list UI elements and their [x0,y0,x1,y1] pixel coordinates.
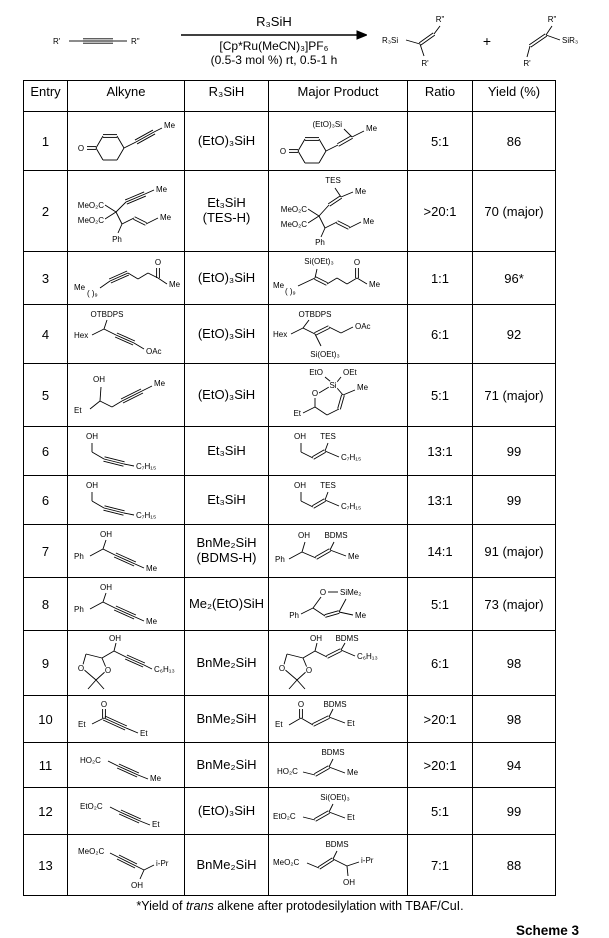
silane-cell: Et₃SiH (TES-H) [185,171,269,252]
product-cell [269,743,408,788]
svg-text:C₆H₁₃: C₆H₁₃ [154,665,175,674]
yield-cell: 91 (major) [473,525,556,578]
silane-cell: Et₃SiH [185,476,269,525]
svg-text:Me: Me [348,552,360,561]
yield-cell: 98 [473,696,556,743]
svg-text:BDMS: BDMS [321,748,345,757]
ratio-cell: 5:1 [408,364,473,427]
silane-cell: (EtO)₃SiH [185,788,269,835]
svg-text:OH: OH [343,878,355,887]
product-a-structure [380,12,472,70]
svg-text:OH: OH [294,432,306,441]
ratio-cell: 5:1 [408,578,473,631]
table-header-row [24,81,556,112]
alkyne-structure [70,178,182,244]
silane-cell: (EtO)₃SiH [185,252,269,305]
svg-text:O: O [279,147,287,156]
svg-text:TES: TES [320,481,336,490]
product-structure [271,479,405,521]
yield-cell: 73 (major) [473,578,556,631]
ratio-cell: 6:1 [408,631,473,696]
svg-text:Me: Me [369,280,381,289]
ratio-cell: >20:1 [408,743,473,788]
svg-text:C₆H₁₃: C₆H₁₃ [357,652,378,661]
alkyne-structure [70,371,182,419]
alkyne-structure [70,795,182,827]
svg-text:Ph: Ph [112,235,122,244]
svg-text:Ph: Ph [275,555,285,564]
svg-text:O: O [154,258,162,267]
ratio-cell: 5:1 [408,788,473,835]
svg-text:HO₂C: HO₂C [277,767,298,776]
svg-text:Me: Me [366,124,378,133]
svg-text:i-Pr: i-Pr [156,859,169,868]
yield-cell: 92 [473,305,556,364]
svg-text:OH: OH [86,481,98,490]
svg-text:Me: Me [156,185,168,194]
svg-text:Si(OEt)₃: Si(OEt)₃ [304,257,334,266]
alkyne-structure [70,308,182,360]
svg-text:O: O [77,664,85,673]
svg-text:R": R" [436,15,445,24]
svg-text:Me: Me [355,611,367,620]
svg-text:Et: Et [275,720,283,729]
alkyne-cell [68,525,185,578]
svg-text:MeO₂C: MeO₂C [78,847,105,856]
alkyne-cell [68,631,185,696]
svg-text:OEt: OEt [343,368,357,377]
svg-text:O: O [100,700,108,709]
entry-cell: 10 [24,696,68,743]
table-row [24,476,556,525]
entry-cell: 8 [24,578,68,631]
svg-text:OAc: OAc [146,347,162,356]
scheme-label: Scheme 3 [515,923,579,938]
ratio-cell: 6:1 [408,305,473,364]
svg-text:Me: Me [154,379,166,388]
silane-cell: BnMe₂SiH [185,835,269,896]
product-cell [269,525,408,578]
svg-text:C₇H₁₅: C₇H₁₅ [136,462,157,471]
footnote [30,899,570,913]
product-cell [269,696,408,743]
svg-text:BDMS: BDMS [325,840,349,849]
svg-text:C₇H₁₅: C₇H₁₅ [341,502,362,511]
svg-text:OAc: OAc [355,322,371,331]
entry-cell: 2 [24,171,68,252]
product-structure [271,308,405,360]
yield-cell: 86 [473,112,556,171]
entry-cell: 12 [24,788,68,835]
svg-text:TES: TES [325,176,341,185]
svg-text:Ph: Ph [315,238,325,247]
alkyne-cell [68,476,185,525]
svg-text:Me: Me [357,383,369,392]
product-structure [271,582,405,626]
ratio-cell: 5:1 [408,112,473,171]
product-structure [271,746,405,784]
product-cell [269,835,408,896]
svg-text:Me: Me [164,121,176,130]
footnote-trans: trans [185,899,214,913]
alkyne-cell [68,364,185,427]
product-b-structure [502,12,594,70]
svg-text:Me: Me [347,768,359,777]
table-row [24,631,556,696]
footnote-pre: *Yield of [136,899,186,913]
entry-cell: 6 [24,476,68,525]
alkyne-cell [68,252,185,305]
svg-text:R': R' [522,59,531,68]
svg-text:HO₂C: HO₂C [80,756,101,765]
product-structure [271,115,405,167]
yield-cell: 94 [473,743,556,788]
svg-text:C₇H₁₅: C₇H₁₅ [341,453,362,462]
silane-cell: (EtO)₃SiH [185,364,269,427]
svg-text:Ph: Ph [289,611,299,620]
svg-text:BDMS: BDMS [335,634,359,643]
alkyne-cell [68,578,185,631]
svg-text:OH: OH [310,634,322,643]
ratio-cell: 7:1 [408,835,473,896]
table-row [24,578,556,631]
svg-text:TES: TES [320,432,336,441]
svg-text:Si(OEt)₃: Si(OEt)₃ [310,350,340,359]
svg-text:( )₉: ( )₉ [87,289,98,298]
table-row [24,696,556,743]
yield-cell: 88 [473,835,556,896]
svg-text:Ph: Ph [74,552,84,561]
entry-cell: 11 [24,743,68,788]
table-row [24,788,556,835]
entry-cell: 1 [24,112,68,171]
svg-text:Me: Me [146,617,158,626]
entry-cell: 6 [24,427,68,476]
svg-text:OH: OH [131,881,143,890]
header-alkyne: Alkyne [68,81,185,112]
alkyne-cell [68,305,185,364]
svg-text:Et: Et [74,406,82,415]
svg-text:OH: OH [109,634,121,643]
svg-text:Hex: Hex [74,331,89,340]
svg-text:OH: OH [93,375,105,384]
table-row [24,364,556,427]
ratio-cell: >20:1 [408,696,473,743]
svg-text:EtO₂C: EtO₂C [80,802,103,811]
svg-text:BDMS: BDMS [324,531,348,540]
alkyne-cell [68,112,185,171]
svg-text:Et: Et [140,729,148,738]
svg-text:Me: Me [160,213,172,222]
product-cell [269,305,408,364]
svg-text:Me: Me [146,564,158,573]
silane-cell: (EtO)₃SiH [185,305,269,364]
product-structure [271,367,405,423]
table-row [24,835,556,896]
ratio-cell: 1:1 [408,252,473,305]
svg-text:O: O [305,666,313,675]
yield-cell: 99 [473,427,556,476]
svg-text:R": R" [131,37,141,46]
plus-sign: + [482,33,492,49]
svg-text:( )₉: ( )₉ [285,287,296,296]
ratio-cell: 13:1 [408,427,473,476]
catalyst-label: [Cp*Ru(MeCN)₃]PF₆ [219,39,329,54]
yield-cell: 71 (major) [473,364,556,427]
svg-text:R': R' [421,59,430,68]
svg-text:EtO₂C: EtO₂C [273,812,296,821]
svg-text:Me: Me [355,187,367,196]
yield-cell: 99 [473,476,556,525]
svg-text:Me: Me [273,281,285,290]
yield-cell: 70 (major) [473,171,556,252]
silane-cell: BnMe₂SiH [185,743,269,788]
svg-text:O: O [278,664,286,673]
svg-text:Ph: Ph [74,605,84,614]
svg-text:O: O [104,666,112,675]
product-structure [271,634,405,692]
entry-cell: 7 [24,525,68,578]
table-row [24,252,556,305]
silane-cell: Et₃SiH [185,427,269,476]
alkyne-structure [70,255,182,301]
product-structure [271,255,405,301]
silane-cell: BnMe₂SiH [185,631,269,696]
table-row [24,743,556,788]
svg-text:SiMe₂: SiMe₂ [340,588,362,597]
svg-text:R₃Si: R₃Si [382,36,399,45]
alkyne-structure [70,430,182,472]
svg-text:OTBDPS: OTBDPS [298,310,332,319]
product-cell [269,427,408,476]
svg-text:OH: OH [298,531,310,540]
product-cell [269,364,408,427]
svg-text:O: O [77,144,85,153]
entry-cell: 5 [24,364,68,427]
svg-text:MeO₂C: MeO₂C [280,220,307,229]
ratio-cell: >20:1 [408,171,473,252]
ratio-cell: 14:1 [408,525,473,578]
results-table [23,80,556,896]
product-cell [269,476,408,525]
svg-text:Et: Et [78,720,86,729]
alkyne-structure [70,115,182,167]
svg-text:OH: OH [100,583,112,592]
svg-text:(EtO)₃Si: (EtO)₃Si [312,120,342,129]
svg-text:OH: OH [86,432,98,441]
product-cell [269,112,408,171]
svg-text:O: O [319,588,327,597]
results-table-body [24,112,556,896]
svg-text:R": R" [547,15,556,24]
svg-text:Si: Si [329,381,337,390]
svg-text:SiR₃: SiR₃ [561,36,578,45]
alkyne-structure [70,528,182,574]
header-silane: R₃SiH [185,81,269,112]
header-major-product: Major Product [269,81,408,112]
svg-text:OTBDPS: OTBDPS [90,310,124,319]
svg-text:Et: Et [152,820,160,829]
alkyne-cell [68,835,185,896]
svg-text:Hex: Hex [273,330,288,339]
product-cell [269,788,408,835]
svg-text:Me: Me [169,280,181,289]
reaction-arrow-block [181,14,367,68]
yield-cell: 96* [473,252,556,305]
product-structure [271,791,405,831]
header-yield: Yield (%) [473,81,556,112]
svg-text:Me: Me [150,774,162,783]
product-cell [269,631,408,696]
product-structure [271,838,405,892]
reactant-structure [49,26,167,56]
svg-text:R': R' [53,37,61,46]
svg-text:OH: OH [100,530,112,539]
conditions-label: (0.5-3 mol %) rt, 0.5-1 h [210,53,338,67]
svg-text:MeO₂C: MeO₂C [280,205,307,214]
svg-text:O: O [353,258,361,267]
table-row [24,305,556,364]
product-cell [269,252,408,305]
alkyne-structure [70,479,182,521]
svg-text:C₇H₁₅: C₇H₁₅ [136,511,157,520]
header-ratio: Ratio [408,81,473,112]
svg-text:O: O [297,700,305,709]
alkyne-structure [70,581,182,627]
product-structure [271,699,405,739]
svg-text:OH: OH [294,481,306,490]
alkyne-cell [68,696,185,743]
svg-text:i-Pr: i-Pr [361,856,374,865]
alkyne-cell [68,171,185,252]
entry-cell: 9 [24,631,68,696]
silane-cell: (EtO)₃SiH [185,112,269,171]
svg-text:BDMS: BDMS [323,700,347,709]
svg-text:MeO₂C: MeO₂C [77,216,104,225]
silane-cell: BnMe₂SiH (BDMS-H) [185,525,269,578]
alkyne-cell [68,788,185,835]
svg-text:Et: Et [347,719,355,728]
silane-cell: Me₂(EtO)SiH [185,578,269,631]
svg-text:MeO₂C: MeO₂C [273,858,300,867]
product-cell [269,578,408,631]
table-row [24,427,556,476]
svg-text:Si(OEt)₃: Si(OEt)₃ [320,793,350,802]
entry-cell: 13 [24,835,68,896]
product-structure [271,430,405,472]
table-row [24,112,556,171]
product-cell [269,171,408,252]
svg-text:EtO: EtO [309,368,323,377]
arrow-reagent-label: R₃SiH [256,14,292,30]
svg-text:Et: Et [347,813,355,822]
entry-cell: 4 [24,305,68,364]
header-entry: Entry [24,81,68,112]
alkyne-structure [70,749,182,781]
product-structure [271,174,405,248]
svg-text:O: O [311,389,319,398]
alkyne-structure [70,840,182,890]
svg-text:Me: Me [74,283,86,292]
svg-text:Et: Et [293,409,301,418]
svg-text:MeO₂C: MeO₂C [77,201,104,210]
silane-cell: BnMe₂SiH [185,696,269,743]
footnote-post: alkene after protodesilylation with TBAF/CuI. [213,899,464,913]
alkyne-cell [68,427,185,476]
ratio-cell: 13:1 [408,476,473,525]
table-row [24,171,556,252]
yield-cell: 99 [473,788,556,835]
table-row [24,525,556,578]
alkyne-structure [70,634,182,692]
alkyne-structure [70,699,182,739]
yield-cell: 98 [473,631,556,696]
svg-text:Me: Me [363,217,375,226]
alkyne-cell [68,743,185,788]
product-structure [271,529,405,573]
reaction-scheme [40,10,603,72]
entry-cell: 3 [24,252,68,305]
